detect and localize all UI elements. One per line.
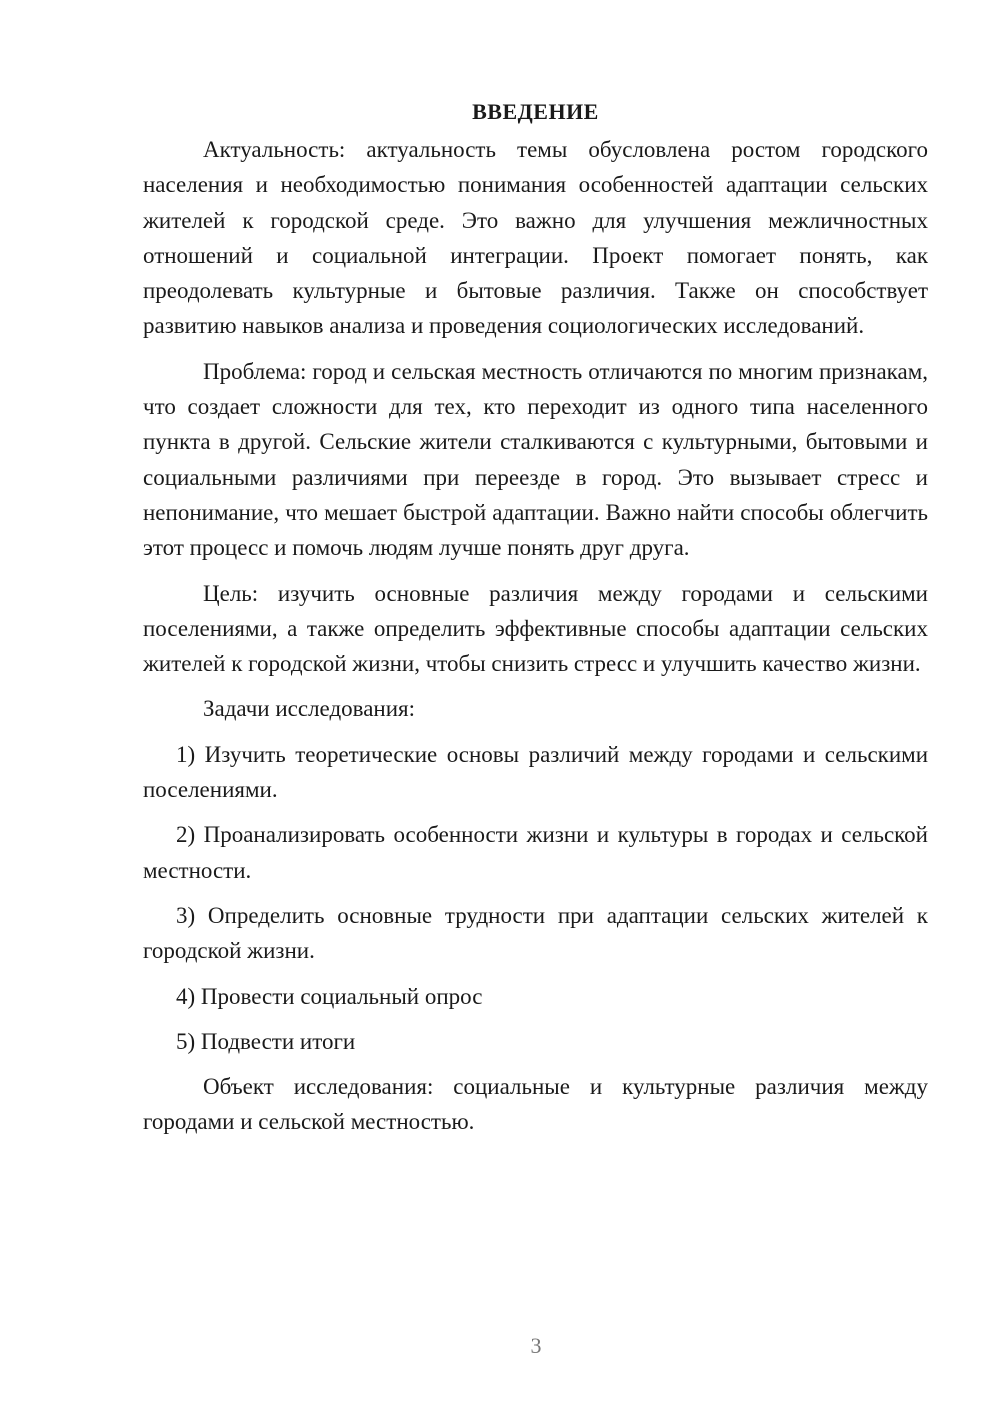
task-item-3: 3) Определить основные трудности при адаптации сельских жителей к городской жизни.	[143, 902, 928, 964]
relevance-paragraph: Актуальность: актуальность темы обусловлена ростом городского населения и необходимостью понимания особенностей адаптации сельских жителей к городской среде. Это важно для улучшения межличностных отношений и социальной интеграции. Проект помогает понять, как преодолевать культурные и бытовые различия. Также он способствует развитию навыков анализа и проведения социологических исследований.	[143, 137, 928, 339]
problem-paragraph: Проблема: город и сельская местность отличаются по многим признакам, что создает сложности для тех, кто переходит из одного типа населенного пункта в другой. Сельские жители сталкиваются с культурными, бытовыми и социальными различиями при переезде в город. Это вызывает стресс и непонимание, что мешает быстрой адаптации. Важно найти способы облегчить этот процесс и помочь людям лучше понять друг друга.	[143, 358, 928, 561]
page-number: 3	[530, 1333, 542, 1358]
object-paragraph: Объект исследования: социальные и культурные различия между городами и сельской местностью.	[143, 1074, 928, 1135]
section-heading: ВВЕДЕНИЕ	[472, 99, 599, 124]
tasks-heading: Задачи исследования:	[203, 696, 416, 722]
task-item-1: 1) Изучить теоретические основы различий между городами и сельскими поселениями.	[143, 741, 928, 803]
task-item-5: 5) Подвести итоги	[176, 1028, 356, 1054]
task-item-2: 2) Проанализировать особенности жизни и культуры в городах и сельской местности.	[143, 822, 928, 883]
page-content	[143, 96, 928, 1140]
goal-paragraph: Цель: изучить основные различия между городами и сельскими поселениями, а также определить эффективные способы адаптации сельских жителей к городской жизни, чтобы снизить стресс и улучшить качество жизни.	[143, 580, 928, 677]
task-item-4: 4) Провести социальный опрос	[176, 983, 483, 1009]
